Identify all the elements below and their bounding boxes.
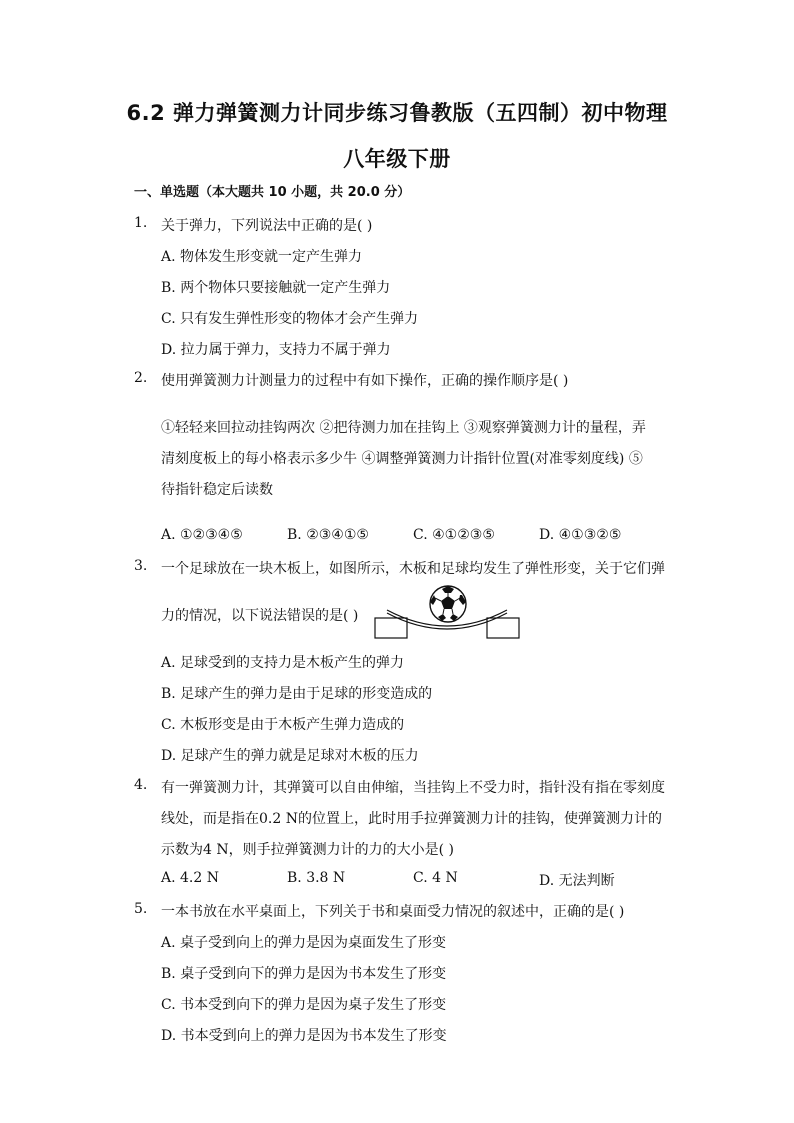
question-4-stem-line-3: 示数为4 N，则手拉弹簧测力计的力的大小是( ) [161,842,454,858]
question-1-option-b: B. 两个物体只要接触就一定产生弹力 [161,280,391,296]
question-2-body-line-1: ①轻轻来回拉动挂钩两次 ②把待测力加在挂钩上 ③观察弹簧测力计的量程，弄 [161,420,646,436]
question-3-option-a: A. 足球受到的支持力是木板产生的弹力 [161,655,405,671]
question-5-option-c: C. 书本受到向下的弹力是因为桌子发生了形变 [161,997,447,1013]
question-3-stem-line-1: 一个足球放在一块木板上，如图所示，木板和足球均发生了弹性形变，关于它们弹 [161,561,665,577]
question-4-number: 4. [134,777,148,793]
question-4-option-d: D. 无法判断 [539,873,615,889]
question-4-option-c: C. 4 N [413,870,458,886]
page-title-line-2: 八年级下册 [343,147,451,171]
question-1-option-d: D. 拉力属于弹力，支持力不属于弹力 [161,342,391,358]
question-4-stem-line-2: 线处，而是指在0.2 N的位置上，此时用手拉弹簧测力计的挂钩，使弹簧测力计的 [161,811,662,827]
question-4-option-b: B. 3.8 N [287,870,346,886]
question-1-number: 1. [134,215,148,231]
question-1-option-a: A. 物体发生形变就一定产生弹力 [161,249,363,265]
question-2-option-c: C. ④①②③⑤ [413,527,495,543]
question-3-option-b: B. 足球产生的弹力是由于足球的形变造成的 [161,686,433,702]
question-5-option-d: D. 书本受到向上的弹力是因为书本发生了形变 [161,1028,447,1044]
question-2-stem: 使用弹簧测力计测量力的过程中有如下操作，正确的操作顺序是( ) [161,373,569,389]
question-3-stem-line-2: 力的情况，以下说法错误的是( ) [161,608,359,624]
question-3-number: 3. [134,558,148,574]
question-1-option-c: C. 只有发生弹性形变的物体才会产生弹力 [161,311,419,327]
question-1-stem: 关于弹力，下列说法中正确的是( ) [161,218,373,234]
question-3-option-c: C. 木板形变是由于木板产生弹力造成的 [161,717,405,733]
question-2-number: 2. [134,370,148,386]
question-2-option-a: A. ①②③④⑤ [161,527,243,543]
question-5-stem: 一本书放在水平桌面上，下列关于书和桌面受力情况的叙述中，正确的是( ) [161,904,625,920]
question-5-option-a: A. 桌子受到向上的弹力是因为桌面发生了形变 [161,935,447,951]
section-heading: 一、单选题（本大题共 10 小题，共 20.0 分） [134,185,411,200]
question-2-body-line-3: 待指针稳定后读数 [161,482,273,498]
question-4-stem-line-1: 有一弹簧测力计，其弹簧可以自由伸缩，当挂钩上不受力时，指针没有指在零刻度 [161,780,665,796]
soccer-ball-on-board-icon [372,580,522,642]
question-4-option-a: A. 4.2 N [161,870,219,886]
question-2-body-line-2: 清刻度板上的每小格表示多少牛 ④调整弹簧测力计指针位置(对准零刻度线) ⑤ [161,451,643,467]
question-5-number: 5. [134,901,148,917]
question-5-option-b: B. 桌子受到向下的弹力是因为书本发生了形变 [161,966,447,982]
page-title-line-1: 6.2 弹力弹簧测力计同步练习鲁教版（五四制）初中物理 [126,101,668,125]
question-2-option-b: B. ②③④①⑤ [287,527,369,543]
question-3-option-d: D. 足球产生的弹力就是足球对木板的压力 [161,748,419,764]
question-2-option-d: D. ④①③②⑤ [539,527,622,543]
